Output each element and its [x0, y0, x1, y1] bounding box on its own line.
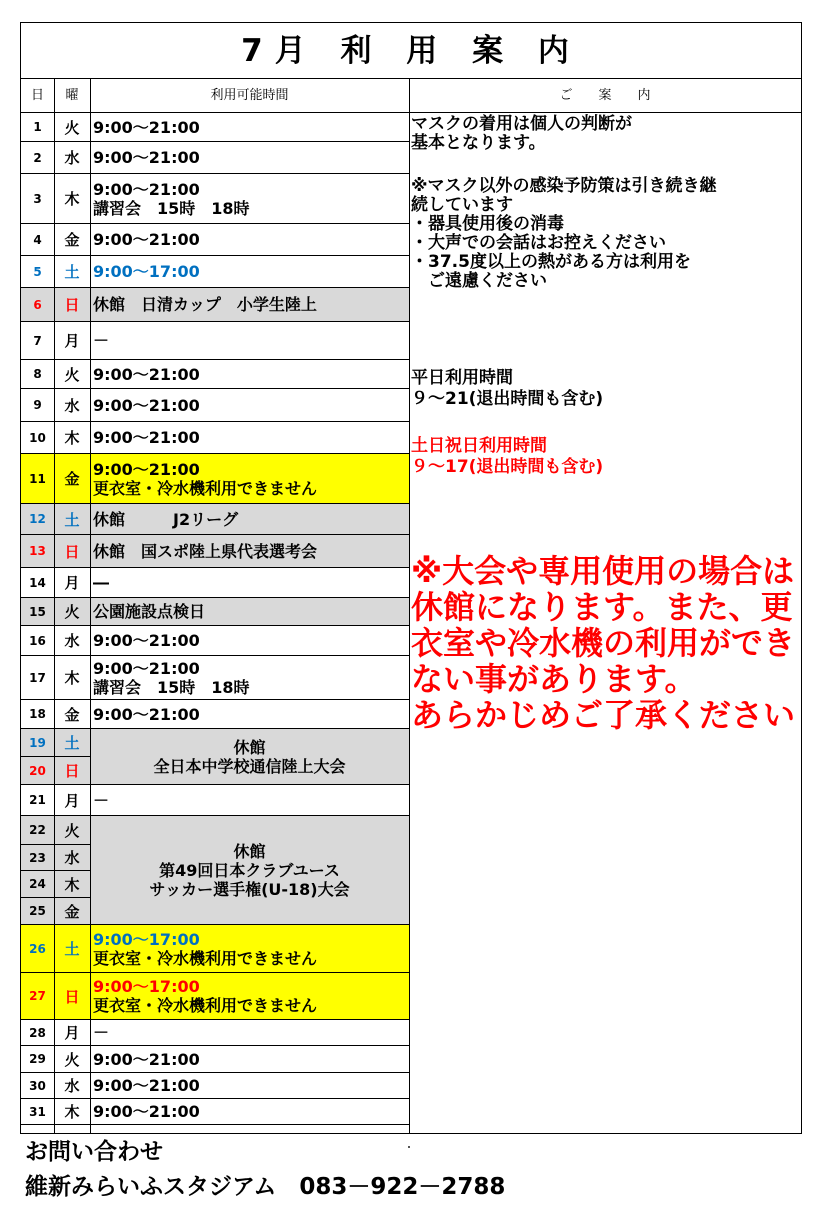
weekday-cell: 月 [54, 1020, 90, 1046]
hours-cell: 9:00～21:00 [90, 1046, 409, 1073]
weekday-cell: 金 [54, 898, 90, 925]
day-cell: 24 [21, 871, 54, 898]
weekday-cell: 土 [54, 256, 90, 288]
weekday-cell: 水 [54, 389, 90, 422]
divider [54, 79, 55, 1133]
weekday-cell: 日 [54, 535, 90, 568]
day-cell: 19 [21, 729, 54, 757]
day-cell: 12 [21, 504, 54, 535]
weekday-cell: 木 [54, 1099, 90, 1125]
weekday-cell: 土 [54, 729, 90, 757]
weekday-cell: 土 [54, 925, 90, 973]
hours-cell: 9:00～17:00 更衣室・冷水機利用できません [90, 973, 409, 1020]
day-cell: 20 [21, 757, 54, 785]
weekday-cell: 火 [54, 1046, 90, 1073]
weekday-cell: 木 [54, 656, 90, 700]
weekday-cell: 火 [54, 816, 90, 845]
weekday-cell: 月 [54, 785, 90, 816]
weekday-cell: 月 [54, 568, 90, 598]
day-cell: 3 [21, 174, 54, 224]
hours-cell: 休館 J2リーグ [90, 504, 409, 535]
venue-phone: 維新みらいふスタジアム 083－922－2788 [25, 1174, 506, 1200]
hours-cell: 9:00～17:00 更衣室・冷水機利用できません [90, 925, 409, 973]
divider [409, 79, 410, 1133]
weekday-cell: 日 [54, 288, 90, 322]
day-cell: 1 [21, 113, 54, 142]
weekday-cell: 水 [54, 845, 90, 871]
hours-cell: 9:00～21:00 [90, 1073, 409, 1099]
weekday-cell: 日 [54, 757, 90, 785]
header-day: 日 [30, 88, 44, 103]
day-cell: 11 [21, 454, 54, 504]
day-cell: 10 [21, 422, 54, 454]
weekday-cell: 火 [54, 598, 90, 626]
weekday-hours-title: 平日利用時間 [411, 368, 513, 388]
header-guide: ご 案 内 [559, 88, 651, 103]
weekday-cell: 月 [54, 322, 90, 360]
day-cell: 6 [21, 288, 54, 322]
weekday-cell: 火 [54, 360, 90, 389]
hours-cell: － [90, 1020, 409, 1046]
table-header [21, 79, 801, 113]
weekday-cell: 日 [54, 973, 90, 1020]
weekday-cell: 金 [54, 700, 90, 729]
day-cell: 22 [21, 816, 54, 845]
weekday-cell: 水 [54, 626, 90, 656]
closed-event-cell: 休館 全日本中学校通信陸上大会 [90, 729, 409, 785]
weekday-cell: 水 [54, 142, 90, 174]
schedule-sheet [20, 22, 802, 1134]
weekday-cell: 水 [54, 1073, 90, 1099]
day-cell: 9 [21, 389, 54, 422]
hours-cell: 9:00～21:00 [90, 422, 409, 454]
hours-cell: － [90, 322, 409, 360]
hours-cell: 休館 国スポ陸上県代表選考会 [90, 535, 409, 568]
weekend-hours-title: 土日祝日利用時間 [411, 436, 547, 456]
day-cell: 18 [21, 700, 54, 729]
day-cell: 26 [21, 925, 54, 973]
hours-cell: 9:00～21:00 更衣室・冷水機利用できません [90, 454, 409, 504]
hours-cell: 9:00～21:00 [90, 626, 409, 656]
contact-label: お問い合わせ [25, 1139, 163, 1165]
hours-cell: 9:00～21:00 講習会 15時 18時 [90, 656, 409, 700]
closure-notice: ※大会や専用使用の場合は休館になります。また、更衣室や冷水機の利用ができない事があります。 あらかじめご了承ください [411, 552, 796, 734]
weekday-cell: 木 [54, 174, 90, 224]
weekday-cell: 金 [54, 454, 90, 504]
hours-cell: 休館 日清カップ 小学生陸上 [90, 288, 409, 322]
hours-cell: 9:00～21:00 [90, 700, 409, 729]
hours-cell: 9:00～21:00 [90, 113, 409, 142]
day-cell: 2 [21, 142, 54, 174]
weekday-cell: 土 [54, 504, 90, 535]
hours-cell: 9:00～21:00 [90, 142, 409, 174]
prevention-note: ※マスク以外の感染予防策は引き続き継 続しています ・器具使用後の消毒 ・大声での会話はお控えください ・37.5度以上の熱がある方は利用を ご遠慮ください [411, 176, 717, 291]
weekday-cell: 金 [54, 224, 90, 256]
hours-cell: 9:00～21:00 [90, 224, 409, 256]
divider [90, 79, 91, 1133]
day-cell: 21 [21, 785, 54, 816]
day-cell: 29 [21, 1046, 54, 1073]
decorative-dot [408, 1146, 410, 1148]
day-cell: 8 [21, 360, 54, 389]
day-cell: 30 [21, 1073, 54, 1099]
hours-cell: 9:00～21:00 講習会 15時 18時 [90, 174, 409, 224]
day-cell: 25 [21, 898, 54, 925]
day-cell: 15 [21, 598, 54, 626]
hours-cell: ― [90, 568, 409, 598]
day-cell: 28 [21, 1020, 54, 1046]
hours-cell: 9:00～21:00 [90, 1099, 409, 1125]
day-cell: 14 [21, 568, 54, 598]
hours-cell: 9:00～21:00 [90, 360, 409, 389]
weekday-cell: 火 [54, 113, 90, 142]
day-cell: 27 [21, 973, 54, 1020]
day-cell: 31 [21, 1099, 54, 1125]
day-cell: 17 [21, 656, 54, 700]
day-cell: 4 [21, 224, 54, 256]
hours-cell: － [90, 785, 409, 816]
weekday-cell: 木 [54, 422, 90, 454]
hours-cell: 公園施設点検日 [90, 598, 409, 626]
weekend-hours: ９～17(退出時間も含む) [411, 457, 604, 477]
day-cell: 23 [21, 845, 54, 871]
day-cell: 13 [21, 535, 54, 568]
header-weekday: 曜 [65, 88, 79, 103]
day-cell: 5 [21, 256, 54, 288]
hours-cell: 9:00～17:00 [90, 256, 409, 288]
hours-cell: 9:00～21:00 [90, 389, 409, 422]
weekday-hours: ９～21(退出時間も含む) [411, 389, 604, 409]
day-cell: 16 [21, 626, 54, 656]
header-hours: 利用可能時間 [210, 88, 289, 103]
day-cell: 7 [21, 322, 54, 360]
page-title: 7月 利 用 案 内 [21, 23, 801, 79]
weekday-cell: 木 [54, 871, 90, 898]
closed-event-cell: 休館 第49回日本クラブユース サッカー選手権(U-18)大会 [90, 816, 409, 925]
mask-note: マスクの着用は個人の判断が 基本となります。 [411, 114, 632, 153]
